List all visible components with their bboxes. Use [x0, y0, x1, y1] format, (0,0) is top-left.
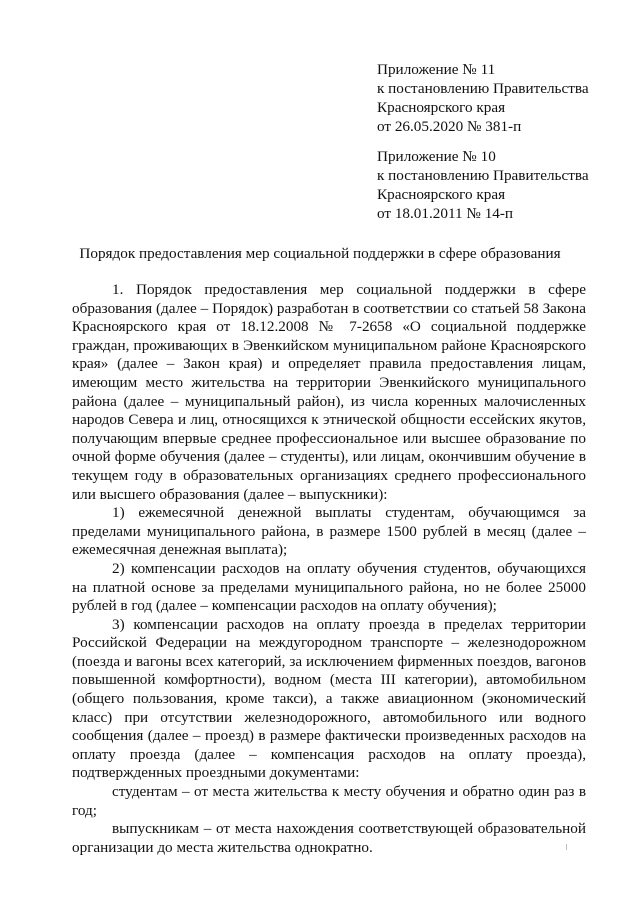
appendix-10-header: [377, 147, 589, 223]
appendix-11-header: [377, 60, 589, 136]
appendix-11-region: Красноярского края: [377, 99, 506, 116]
paragraph-students: студентам – от места жительства к месту обучения и обратно один раз в год;: [72, 783, 586, 819]
appendix-11-number: Приложение № 11: [377, 61, 496, 78]
document-title: Порядок предоставления мер социальной поддержки в сфере образования: [79, 245, 561, 262]
appendix-10-number: Приложение № 10: [377, 148, 496, 165]
appendix-10-region: Красноярского края: [377, 186, 506, 203]
appendix-10-resolution: к постановлению Правительства: [377, 167, 589, 184]
appendix-11-date: от 26.05.2020 № 381-п: [377, 118, 522, 135]
appendix-11-resolution: к постановлению Правительства: [377, 80, 589, 97]
paragraph-1: 1. Порядок предоставления мер социальной поддержки в сфере образования (далее – Порядок) разработан в соответствии со статьей 58 Закона Красноярского края от 18.12.2008 № 7-2658 «О социальной поддержке граждан, проживающих в Эвенкийском муниципальном районе Красноярского края» (далее – Закон края) и определяет правила предоставления лицам, имеющим место жительства на территории Эвенкийского муниципального района (далее – муниципальный район), из числа коренных малочисленных народов Севера и лиц, относящихся к этнической общности ессейских якутов, получающим впервые среднее профессиональное или высшее образование по очной форме обучения (далее – студенты), или лицам, окончившим обучение в текущем году в образовательных организациях среднего профессионального или высшего образования (далее – выпускники):: [72, 281, 586, 503]
paragraph-graduates: выпускникам – от места нахождения соответствующей образовательной организации до места жительства однократно.: [72, 820, 586, 856]
paragraph-item-1: 1) ежемесячной денежной выплаты студентам, обучающимся за пределами муниципального района, в размере 1500 рублей в месяц (далее – ежемесячная денежная выплата);: [72, 504, 586, 559]
appendix-10-date: от 18.01.2011 № 14-п: [377, 205, 514, 222]
paragraph-item-2: 2) компенсации расходов на оплату обучения студентов, обучающихся на платной основе за пределами муниципального района, но не более 25000 рублей в год (далее – компенсации расходов на оплату обучения);: [72, 559, 586, 615]
paragraph-item-3: 3) компенсации расходов на оплату проезда в пределах территории Российской Федерации на междугородном транспорте – железнодорожном (поезда и вагоны всех категорий, за исключением фирменных поездов, вагонов повышенной комфортности), водном (места III категории), автомобильном (общего пользования, кроме такси), а также авиационном (экономический класс) при отсутствии железнодорожного, автомобильного или водного сообщения (далее – проезд) в размере фактически произведенных расходов на оплату проезда (далее – компенсация расходов на оплату проезда), подтвержденных проездными документами:: [72, 615, 586, 782]
document-body: [72, 281, 586, 857]
scan-speck: [566, 844, 567, 850]
